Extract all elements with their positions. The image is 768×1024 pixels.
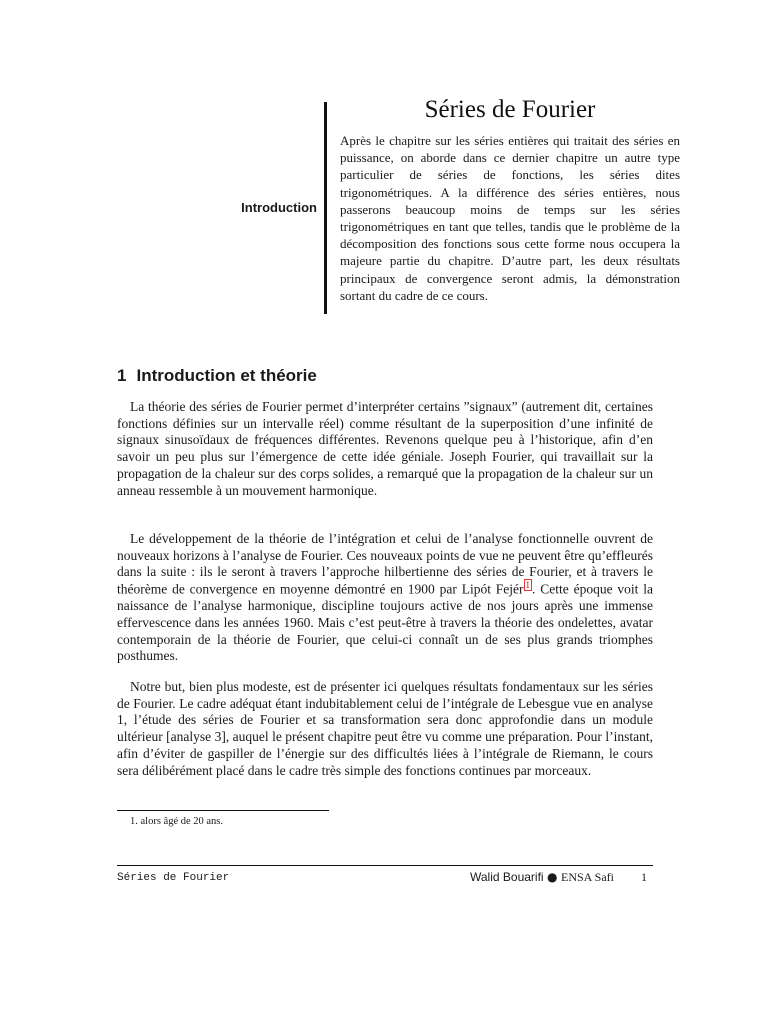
footer-school: ENSA Safi <box>561 870 615 884</box>
paragraph-2-text-start: Le développement de la théorie de l’intégration et celui de l’analyse fonctionnelle ouvrent de nouveaux horizons à l’analyse de Fourier. Ces nouveaux points de vue ne peuvent être qu’effleurés dans la suite : ils le seront à travers l’approche hilbertienne des séries de Fourier, et à travers le théorème de convergence en moyenne démontré en 1900 par Lipót Fejér <box>117 531 653 597</box>
footnote-link[interactable]: 1 <box>525 580 531 591</box>
footer-divider <box>117 865 653 866</box>
paragraph-1: La théorie des séries de Fourier permet d’interpréter certains ”signaux” (autrement dit, certaines fonctions définies sur un intervalle réel) comme résultant de la superposition d’une infinité de signaux sinusoïdaux de fréquences différentes. Revenons quelque peu à l’historique, afin d’en savoir un peu plus sur l’émergence de cette idée géniale. Joseph Fourier, qui travaillait sur la propagation de la chaleur sur des corps solides, a remarqué que la propagation de la chaleur sur un anneau ressemble à un mouvement harmonique. <box>117 399 653 498</box>
intro-vertical-rule <box>324 102 327 314</box>
paragraph-3: Notre but, bien plus modeste, est de présenter ici quelques résultats fondamentaux sur les séries de Fourier. Le cadre adéquat étant indubitablement celui de l’intégrale de Lebesgue vue en analyse 1, l’étude des séries de Fourier et sa transformation sera donc approfondie dans un module ultérieur [analyse 3], auquel le présent chapitre peut être vu comme une préparation. Pour l’instant, afin d’éviter de gaspiller de l’énergie sur des difficultés liées à l’intégrale de Riemann, le cours sera délibérément placé dans le cadre très simple des fonctions continues par morceaux. <box>117 679 653 778</box>
abstract-text: Après le chapitre sur les séries entières qui traitait des séries en puissance, on aborde dans ce dernier chapitre un autre type particulier de séries de fonctions, les séries dites trigonométriques. A la différence des séries entières, nous passerons beaucoup moins de temps sur les séries trigonométriques en tant que telles, tandis que le problème de la décomposition des fonctions sous cette forme nous occupera la majeure partie du chapitre. D’autre part, les deux résultats principaux de convergence seront admis, la démonstration sortant du cadre de ce cours. <box>340 133 680 303</box>
footer-document-title: Séries de Fourier <box>117 872 230 884</box>
paragraph-2-text-end: . Cette époque voit la naissance de l’analyse harmonique, discipline toujours active de nos jours après une immense effervescence dans les années 1960. Mais c’est peut-être à travers la théorie des ondelettes, avatar contemporain de la théorie de Fourier, que celui-ci connaît un de ses plus grands triomphes posthumes. <box>117 581 653 664</box>
footnote: 1. alors âgé de 20 ans. <box>130 816 224 827</box>
footer-bullet-icon: ● <box>547 870 558 884</box>
page-number: 1 <box>641 870 647 884</box>
section-title: Introduction et théorie <box>136 366 317 385</box>
footer-author: Walid Bouarifi <box>470 870 544 884</box>
intro-label: Introduction <box>241 200 317 215</box>
section-heading <box>117 366 317 386</box>
paragraph-2 <box>117 531 653 665</box>
footnote-divider <box>117 810 329 811</box>
section-number: 1 <box>117 366 127 385</box>
page-title: Séries de Fourier <box>424 96 596 123</box>
